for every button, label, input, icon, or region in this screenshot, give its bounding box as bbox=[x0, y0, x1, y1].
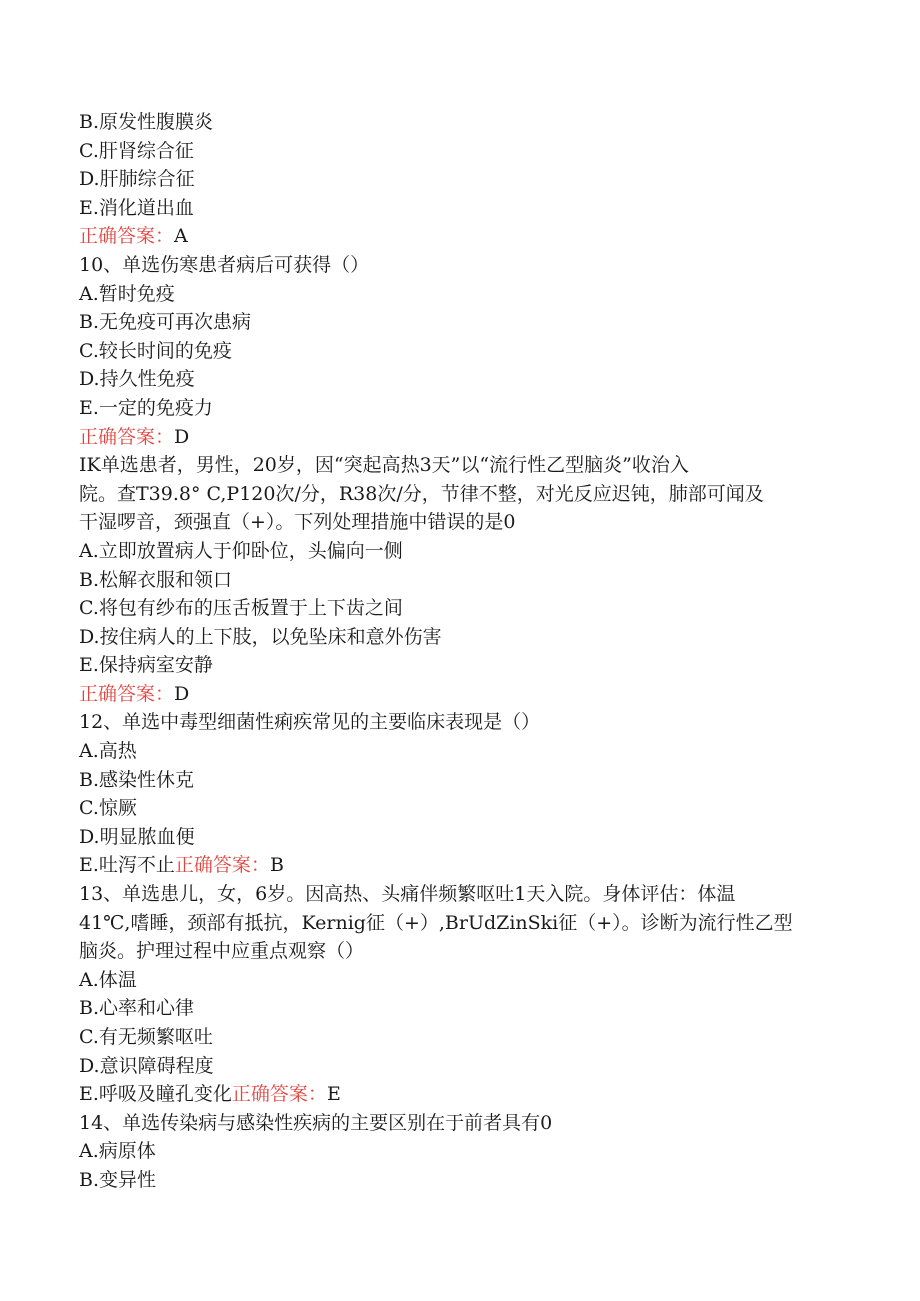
answer-line bbox=[79, 423, 859, 452]
answer-label: 正确答案： bbox=[79, 225, 175, 248]
option-line: C.将包有纱布的压舌板置于上下齿之间 bbox=[79, 597, 403, 620]
question-line: 脑炎。护理过程中应重点观察（） bbox=[79, 940, 365, 963]
option-line: A.暂时免疫 bbox=[79, 282, 175, 305]
answer-inline bbox=[232, 1083, 341, 1105]
answer-value: D bbox=[174, 425, 190, 448]
question-line: IK单选患者，男性，20岁，因“突起高热3天”以“流行性乙型脑炎”收治入 bbox=[79, 454, 689, 477]
option-line: A.高热 bbox=[79, 740, 137, 763]
answer-label: 正确答案： bbox=[79, 682, 175, 705]
answer-line bbox=[79, 222, 859, 251]
answer-value: B bbox=[269, 854, 284, 877]
option-with-answer-line bbox=[79, 851, 859, 880]
option-line: D.意识障碍程度 bbox=[79, 1054, 214, 1077]
answer-value: A bbox=[174, 225, 188, 248]
question-line: 41℃,嗜睡，颈部有抵抗，Kernig征（+）,BrUdZinSki征（+）。诊断为流行性乙型 bbox=[79, 911, 793, 934]
option-line: B.原发性腹膜炎 bbox=[79, 111, 214, 133]
question-line: 院。查T39.8° C,P120次/分，R38次/分，节律不整，对光反应迟钝，肺部可闻及 bbox=[79, 482, 764, 505]
option-line: C.肝肾综合征 bbox=[79, 139, 194, 162]
option-line: B.松解衣服和领口 bbox=[79, 568, 233, 591]
option-line: A.体温 bbox=[79, 968, 137, 991]
option-line: D.明显脓血便 bbox=[79, 825, 195, 848]
option-line: A.立即放置病人于仰卧位，头偏向一侧 bbox=[79, 539, 403, 562]
option-with-answer-line bbox=[79, 1080, 859, 1109]
option-line: D.持久性免疫 bbox=[79, 368, 195, 391]
option-line: E.一定的免疫力 bbox=[79, 396, 213, 419]
option-line: E.保持病室安静 bbox=[79, 654, 213, 677]
document-body bbox=[79, 108, 859, 1195]
answer-value: D bbox=[174, 682, 190, 705]
option-line: C.有无频繁呕吐 bbox=[79, 1026, 213, 1048]
option-line: A.病原体 bbox=[79, 1140, 156, 1163]
option-line: B.变异性 bbox=[79, 1168, 157, 1191]
question-line: 10、单选伤寒患者病后可获得（） bbox=[79, 253, 370, 276]
answer-label: 正确答案： bbox=[231, 1083, 327, 1106]
option-text: E.呼吸及瞳孔变化 bbox=[79, 1083, 232, 1106]
option-line: B.感染性休克 bbox=[79, 768, 195, 791]
question-line: 13、单选患儿，女，6岁。因高热、头痛伴频繁呕吐1天入院。身体评估：体温 bbox=[79, 883, 736, 906]
answer-inline bbox=[175, 854, 284, 876]
answer-label: 正确答案： bbox=[79, 425, 175, 448]
option-line: B.无免疫可再次患病 bbox=[79, 311, 252, 334]
option-line: B.心率和心律 bbox=[79, 997, 195, 1020]
answer-line bbox=[79, 680, 859, 709]
answer-label: 正确答案： bbox=[174, 854, 270, 877]
question-line: 干湿啰音，颈强直（+）。下列处理措施中错误的是0 bbox=[79, 511, 516, 534]
option-line: D.按住病人的上下肢，以免坠床和意外伤害 bbox=[79, 625, 442, 648]
answer-value: E bbox=[326, 1083, 341, 1106]
question-line: 14、单选传染病与感染性疾病的主要区别在于前者具有0 bbox=[79, 1111, 553, 1134]
option-line: C.较长时间的免疫 bbox=[79, 339, 232, 362]
option-line: E.消化道出血 bbox=[79, 196, 194, 219]
option-text: E.吐泻不止 bbox=[79, 854, 175, 877]
option-line: D.肝肺综合征 bbox=[79, 168, 195, 191]
option-line: C.惊厥 bbox=[79, 797, 137, 820]
question-line: 12、单选中毒型细菌性痢疾常见的主要临床表现是（） bbox=[79, 711, 541, 734]
